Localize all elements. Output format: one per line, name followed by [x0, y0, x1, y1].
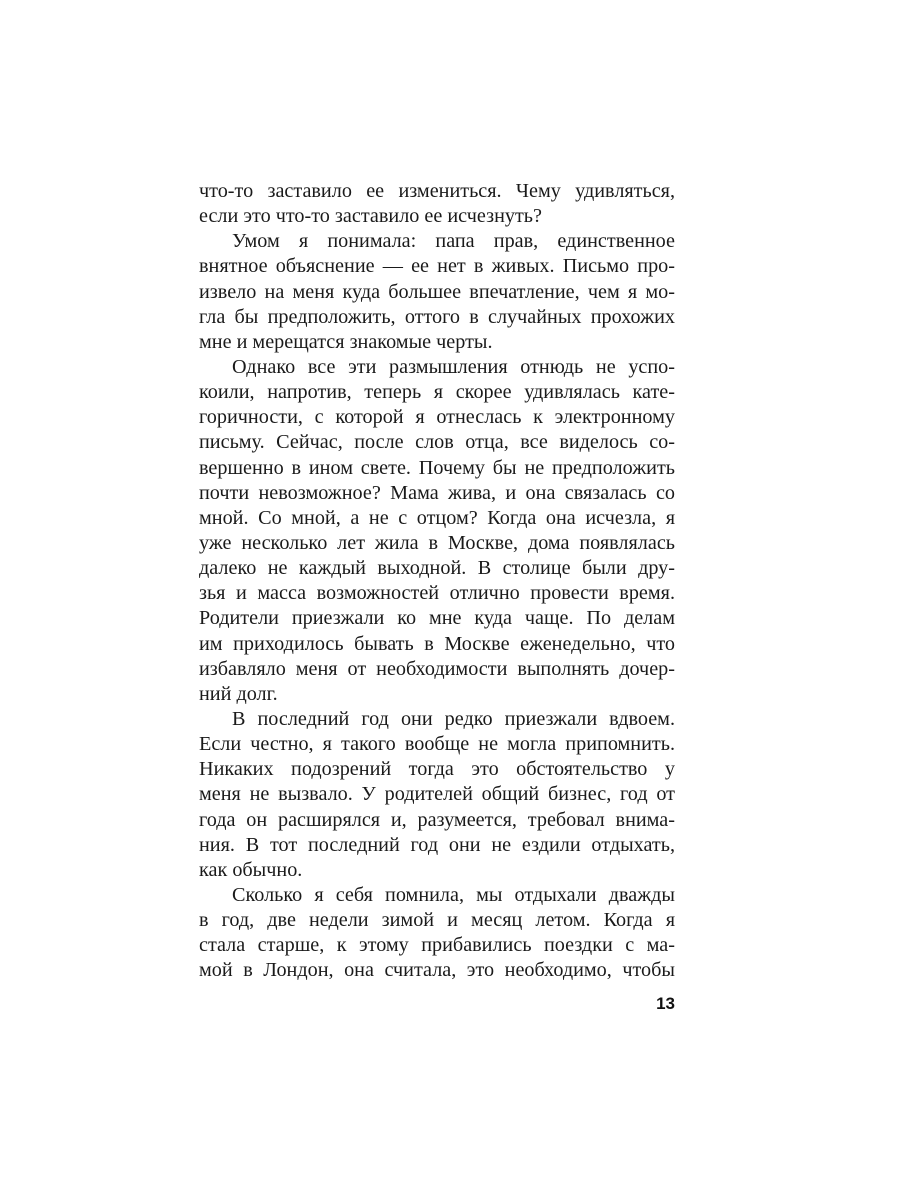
- paragraph: [199, 229, 675, 355]
- text-line: мой в Лондон, она считала, это необходимо, чтобы: [199, 959, 675, 982]
- text-line: внятное объяснение — ее нет в живых. Письмо про-: [199, 255, 675, 278]
- text-line: меня не вызвало. У родителей общий бизнес, год от: [199, 783, 675, 806]
- text-line: в год, две недели зимой и месяц летом. Когда я: [199, 909, 675, 932]
- text-line: Однако все эти размышления отнюдь не успо-: [232, 355, 675, 378]
- text-line: ний долг.: [199, 682, 278, 705]
- text-line: почти невозможное? Мама жива, и она связалась со: [199, 481, 675, 504]
- page-number: 13: [656, 994, 675, 1013]
- text-line: Умом я понимала: папа прав, единственное: [232, 230, 675, 253]
- text-line: мне и мерещатся знакомые черты.: [199, 330, 493, 353]
- text-line: письму. Сейчас, после слов отца, все виделось со-: [199, 431, 675, 454]
- text-line: им приходилось бывать в Москве еженедельно, что: [199, 632, 675, 655]
- paragraph: [199, 355, 675, 707]
- text-line: избавляло меня от необходимости выполнять дочер-: [199, 657, 675, 680]
- text-line: извело на меня куда большее впечатление, чем я мо-: [199, 280, 675, 303]
- body-text: [199, 179, 675, 984]
- text-line: Никаких подозрений тогда это обстоятельство у: [199, 758, 675, 781]
- text-line: как обычно.: [199, 858, 303, 881]
- text-line: коили, напротив, теперь я скорее удивлялась кате-: [199, 381, 675, 404]
- text-line: горичности, с которой я отнеслась к электронному: [199, 406, 675, 429]
- paragraph: [199, 179, 675, 229]
- text-line: зья и масса возможностей отлично провести время.: [199, 582, 675, 605]
- text-line: Родители приезжали ко мне куда чаще. По делам: [199, 607, 675, 630]
- text-line: далеко не каждый выходной. В столице были дру-: [199, 557, 675, 580]
- text-line: стала старше, к этому прибавились поездки с ма-: [199, 934, 675, 957]
- paragraph: [199, 707, 675, 883]
- text-line: мной. Со мной, а не с отцом? Когда она исчезла, я: [199, 506, 675, 529]
- text-line: вершенно в ином свете. Почему бы не предположить: [199, 456, 675, 479]
- paragraph: [199, 883, 675, 984]
- text-line: ния. В тот последний год они не ездили отдыхать,: [199, 833, 675, 856]
- text-line: года он расширялся и, разумеется, требовал внима-: [199, 808, 675, 831]
- text-line: если это что-то заставило ее исчезнуть?: [199, 205, 542, 228]
- text-line: Сколько я себя помнила, мы отдыхали дважды: [232, 883, 675, 906]
- text-line: гла бы предположить, оттого в случайных прохожих: [199, 305, 675, 328]
- text-line: В последний год они редко приезжали вдвоем.: [232, 707, 675, 730]
- text-line: Если честно, я такого вообще не могла припомнить.: [199, 733, 675, 756]
- text-line: уже несколько лет жила в Москве, дома появлялась: [199, 531, 675, 554]
- text-line: что-то заставило ее измениться. Чему удивляться,: [199, 180, 675, 202]
